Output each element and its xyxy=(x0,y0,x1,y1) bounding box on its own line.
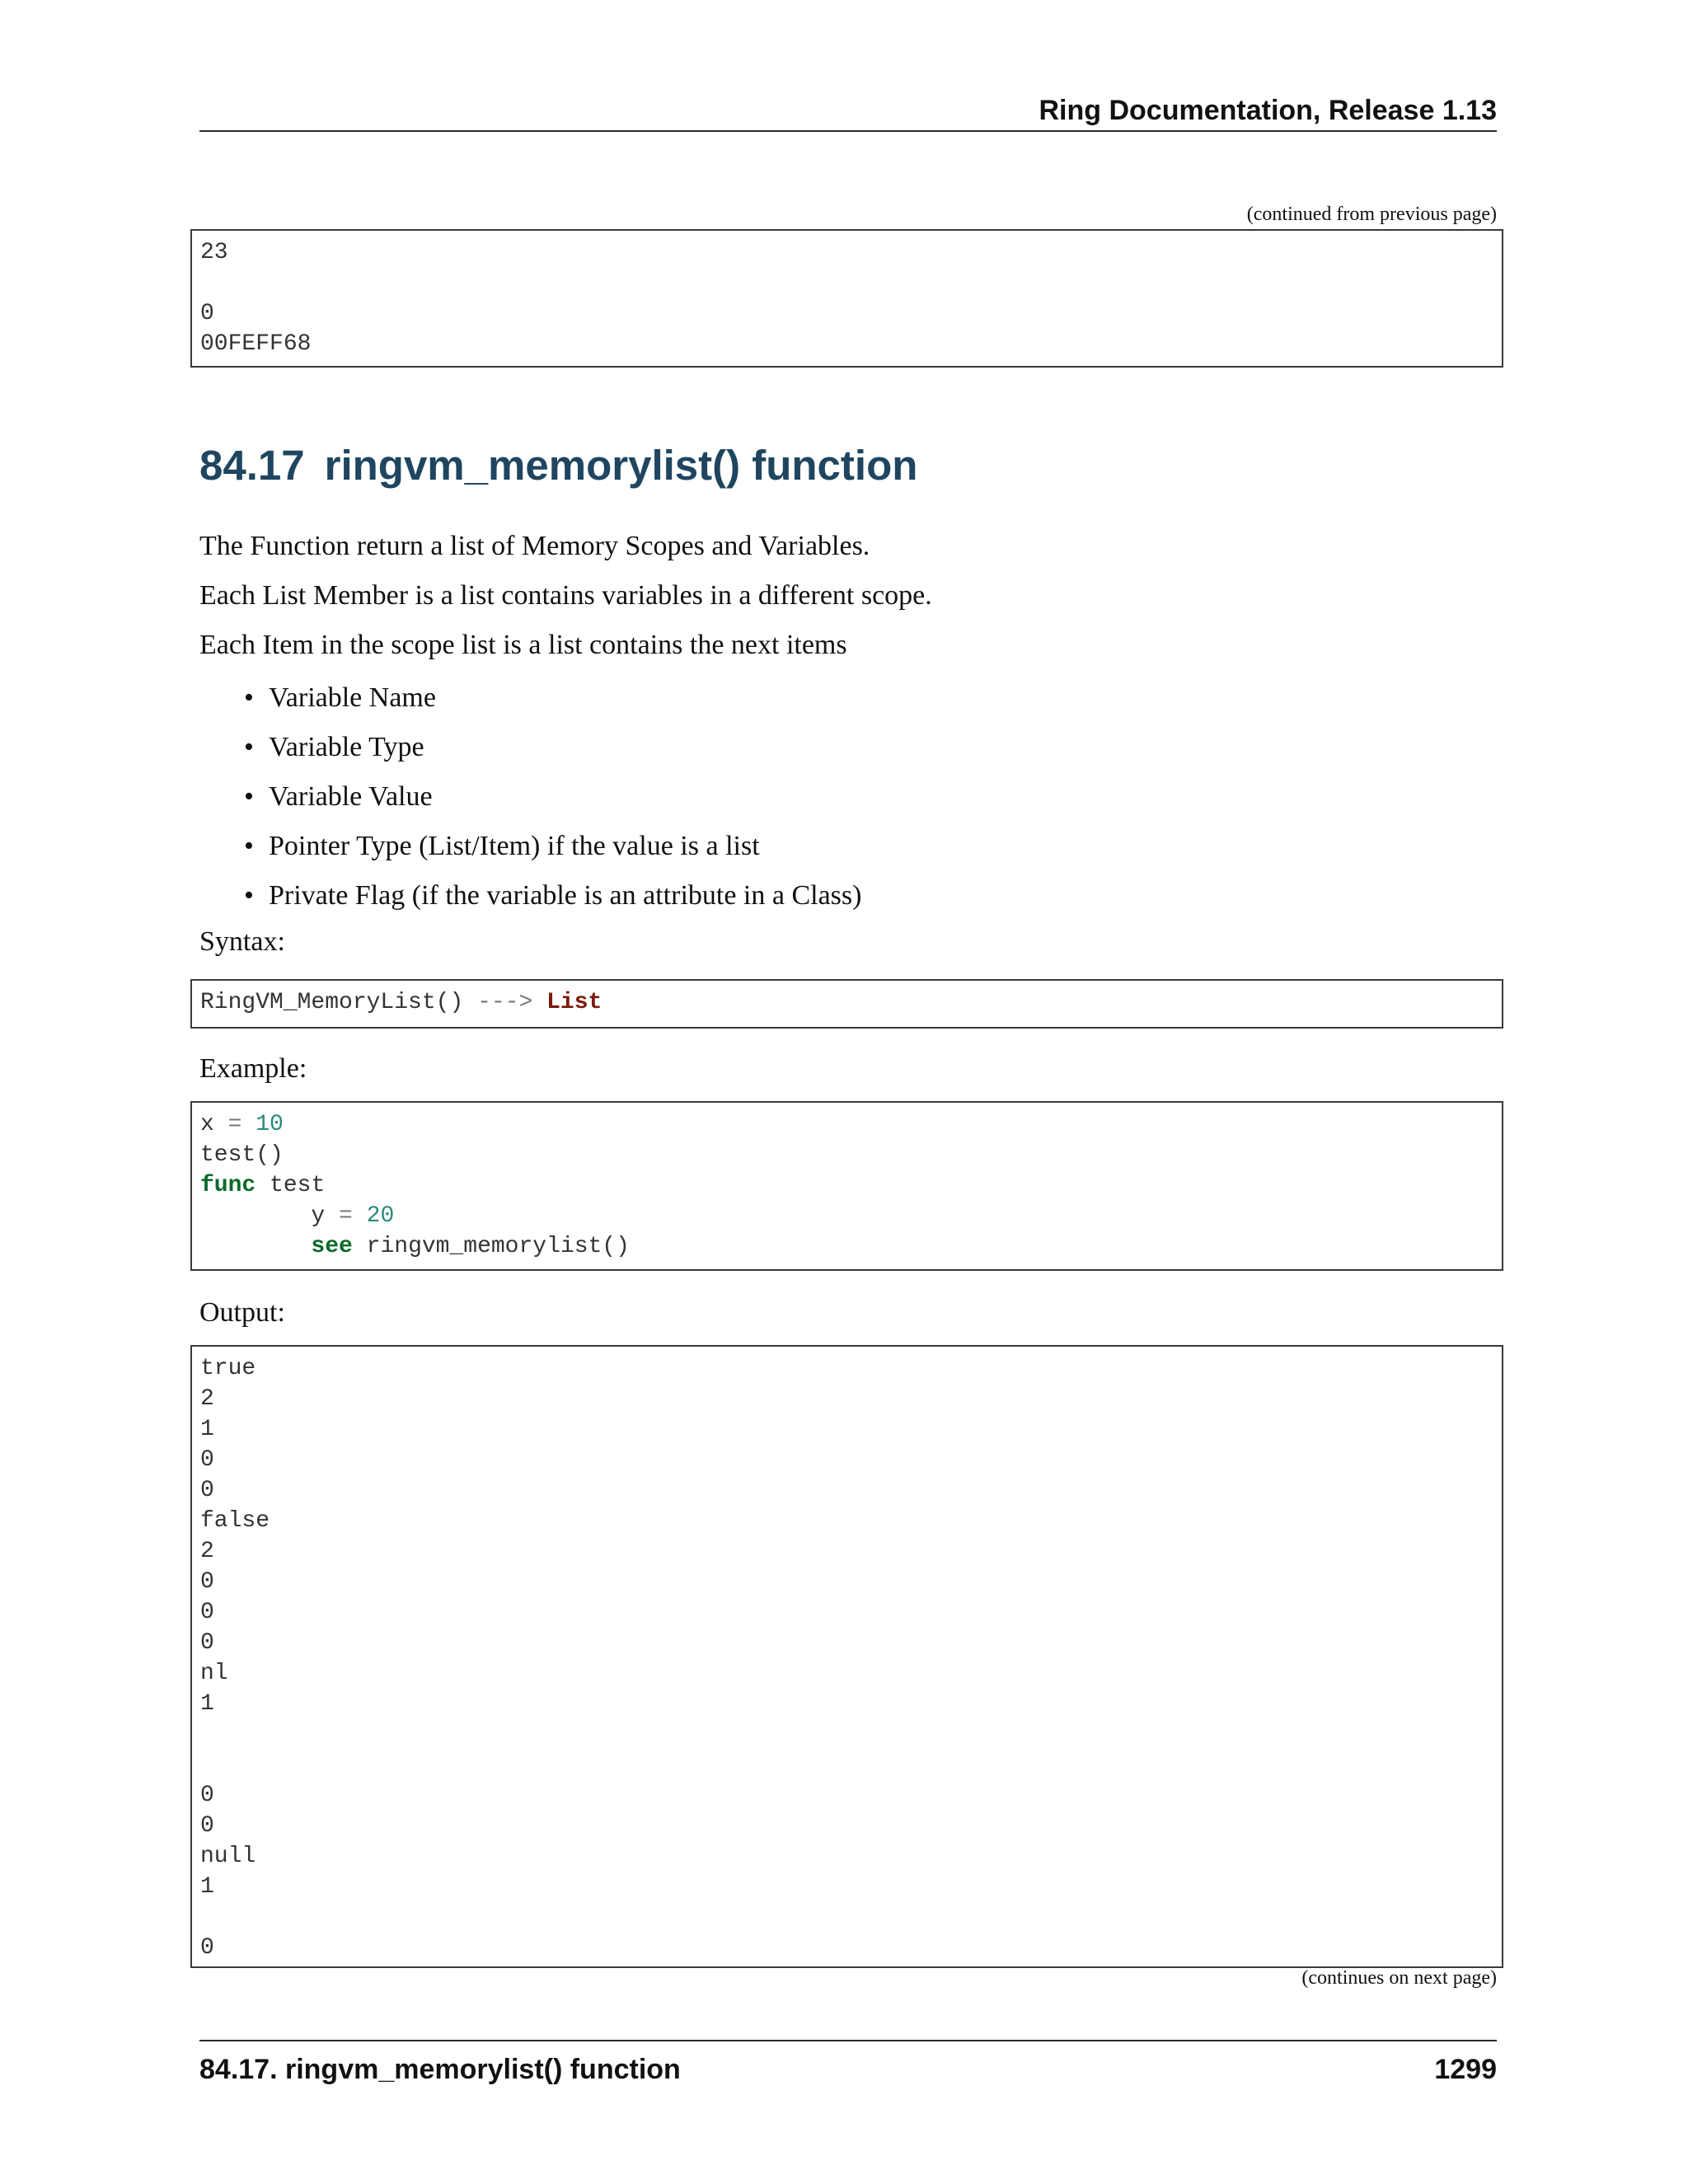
code-indent xyxy=(200,1234,311,1259)
list-item xyxy=(199,780,861,829)
syntax-label: Syntax: xyxy=(199,926,285,957)
syntax-return-type: List xyxy=(546,990,603,1015)
syntax-arrow: ---> xyxy=(477,990,533,1015)
code-token: 10 xyxy=(256,1112,284,1137)
previous-output-text: 23 0 00FEFF68 xyxy=(200,240,312,357)
code-token: ringvm_memorylist() xyxy=(366,1234,630,1259)
code-token: = xyxy=(227,1112,242,1137)
section-heading xyxy=(199,440,917,491)
previous-output-block xyxy=(190,229,1503,368)
code-indent xyxy=(200,1203,311,1229)
section-number: 84.17 xyxy=(199,442,305,489)
syntax-call: RingVM_MemoryList() xyxy=(200,990,464,1015)
example-code-block xyxy=(190,1101,1503,1271)
section-title: ringvm_memorylist() function xyxy=(324,442,918,489)
list-item-text: Variable Type xyxy=(269,732,424,762)
syntax-code xyxy=(200,987,1493,1018)
item-bullet-list xyxy=(199,681,861,928)
continued-from-note: (continued from previous page) xyxy=(1246,204,1497,225)
list-item-text: Variable Value xyxy=(269,781,433,812)
code-keyword: func xyxy=(200,1173,256,1198)
list-item xyxy=(199,681,861,730)
page-footer xyxy=(199,2040,1497,2091)
list-item xyxy=(199,730,861,780)
page-number: 1299 xyxy=(1434,2054,1497,2085)
bullet-icon: • xyxy=(244,682,254,713)
bullet-icon: • xyxy=(244,831,254,861)
list-item-text: Private Flag (if the variable is an attribute in a Class) xyxy=(269,880,862,911)
code-keyword: see xyxy=(311,1234,353,1259)
scope-paragraph: Each List Member is a list contains variables in a different scope. xyxy=(199,580,932,611)
items-paragraph: Each Item in the scope list is a list contains the next items xyxy=(199,630,847,660)
bullet-icon: • xyxy=(244,732,254,762)
code-token: 20 xyxy=(366,1203,395,1229)
code-token: y xyxy=(311,1203,326,1229)
list-item xyxy=(199,879,861,928)
page-header xyxy=(199,92,1497,132)
document-title: Ring Documentation, Release 1.13 xyxy=(1039,95,1497,126)
output-text: true 2 1 0 0 false 2 0 0 0 nl 1 0 0 null 1 0 xyxy=(200,1356,270,1961)
intro-paragraph: The Function return a list of Memory Scopes and Variables. xyxy=(199,531,870,561)
bullet-icon: • xyxy=(244,880,254,911)
example-label: Example: xyxy=(199,1053,307,1084)
output-code-block xyxy=(190,1345,1503,1968)
list-item-text: Pointer Type (List/Item) if the value is a list xyxy=(269,831,760,861)
list-item-text: Variable Name xyxy=(269,682,436,713)
code-token: x xyxy=(200,1112,214,1137)
example-code xyxy=(200,1109,1493,1262)
continues-note: (continues on next page) xyxy=(1301,1967,1497,1989)
list-item xyxy=(199,829,861,879)
output-label: Output: xyxy=(199,1297,285,1328)
bullet-icon: • xyxy=(244,781,254,812)
footer-section: 84.17. ringvm_memorylist() function xyxy=(199,2054,681,2085)
syntax-code-block xyxy=(190,979,1503,1029)
code-token: test xyxy=(270,1173,326,1198)
code-token: test() xyxy=(200,1142,284,1168)
code-token: = xyxy=(339,1203,353,1229)
